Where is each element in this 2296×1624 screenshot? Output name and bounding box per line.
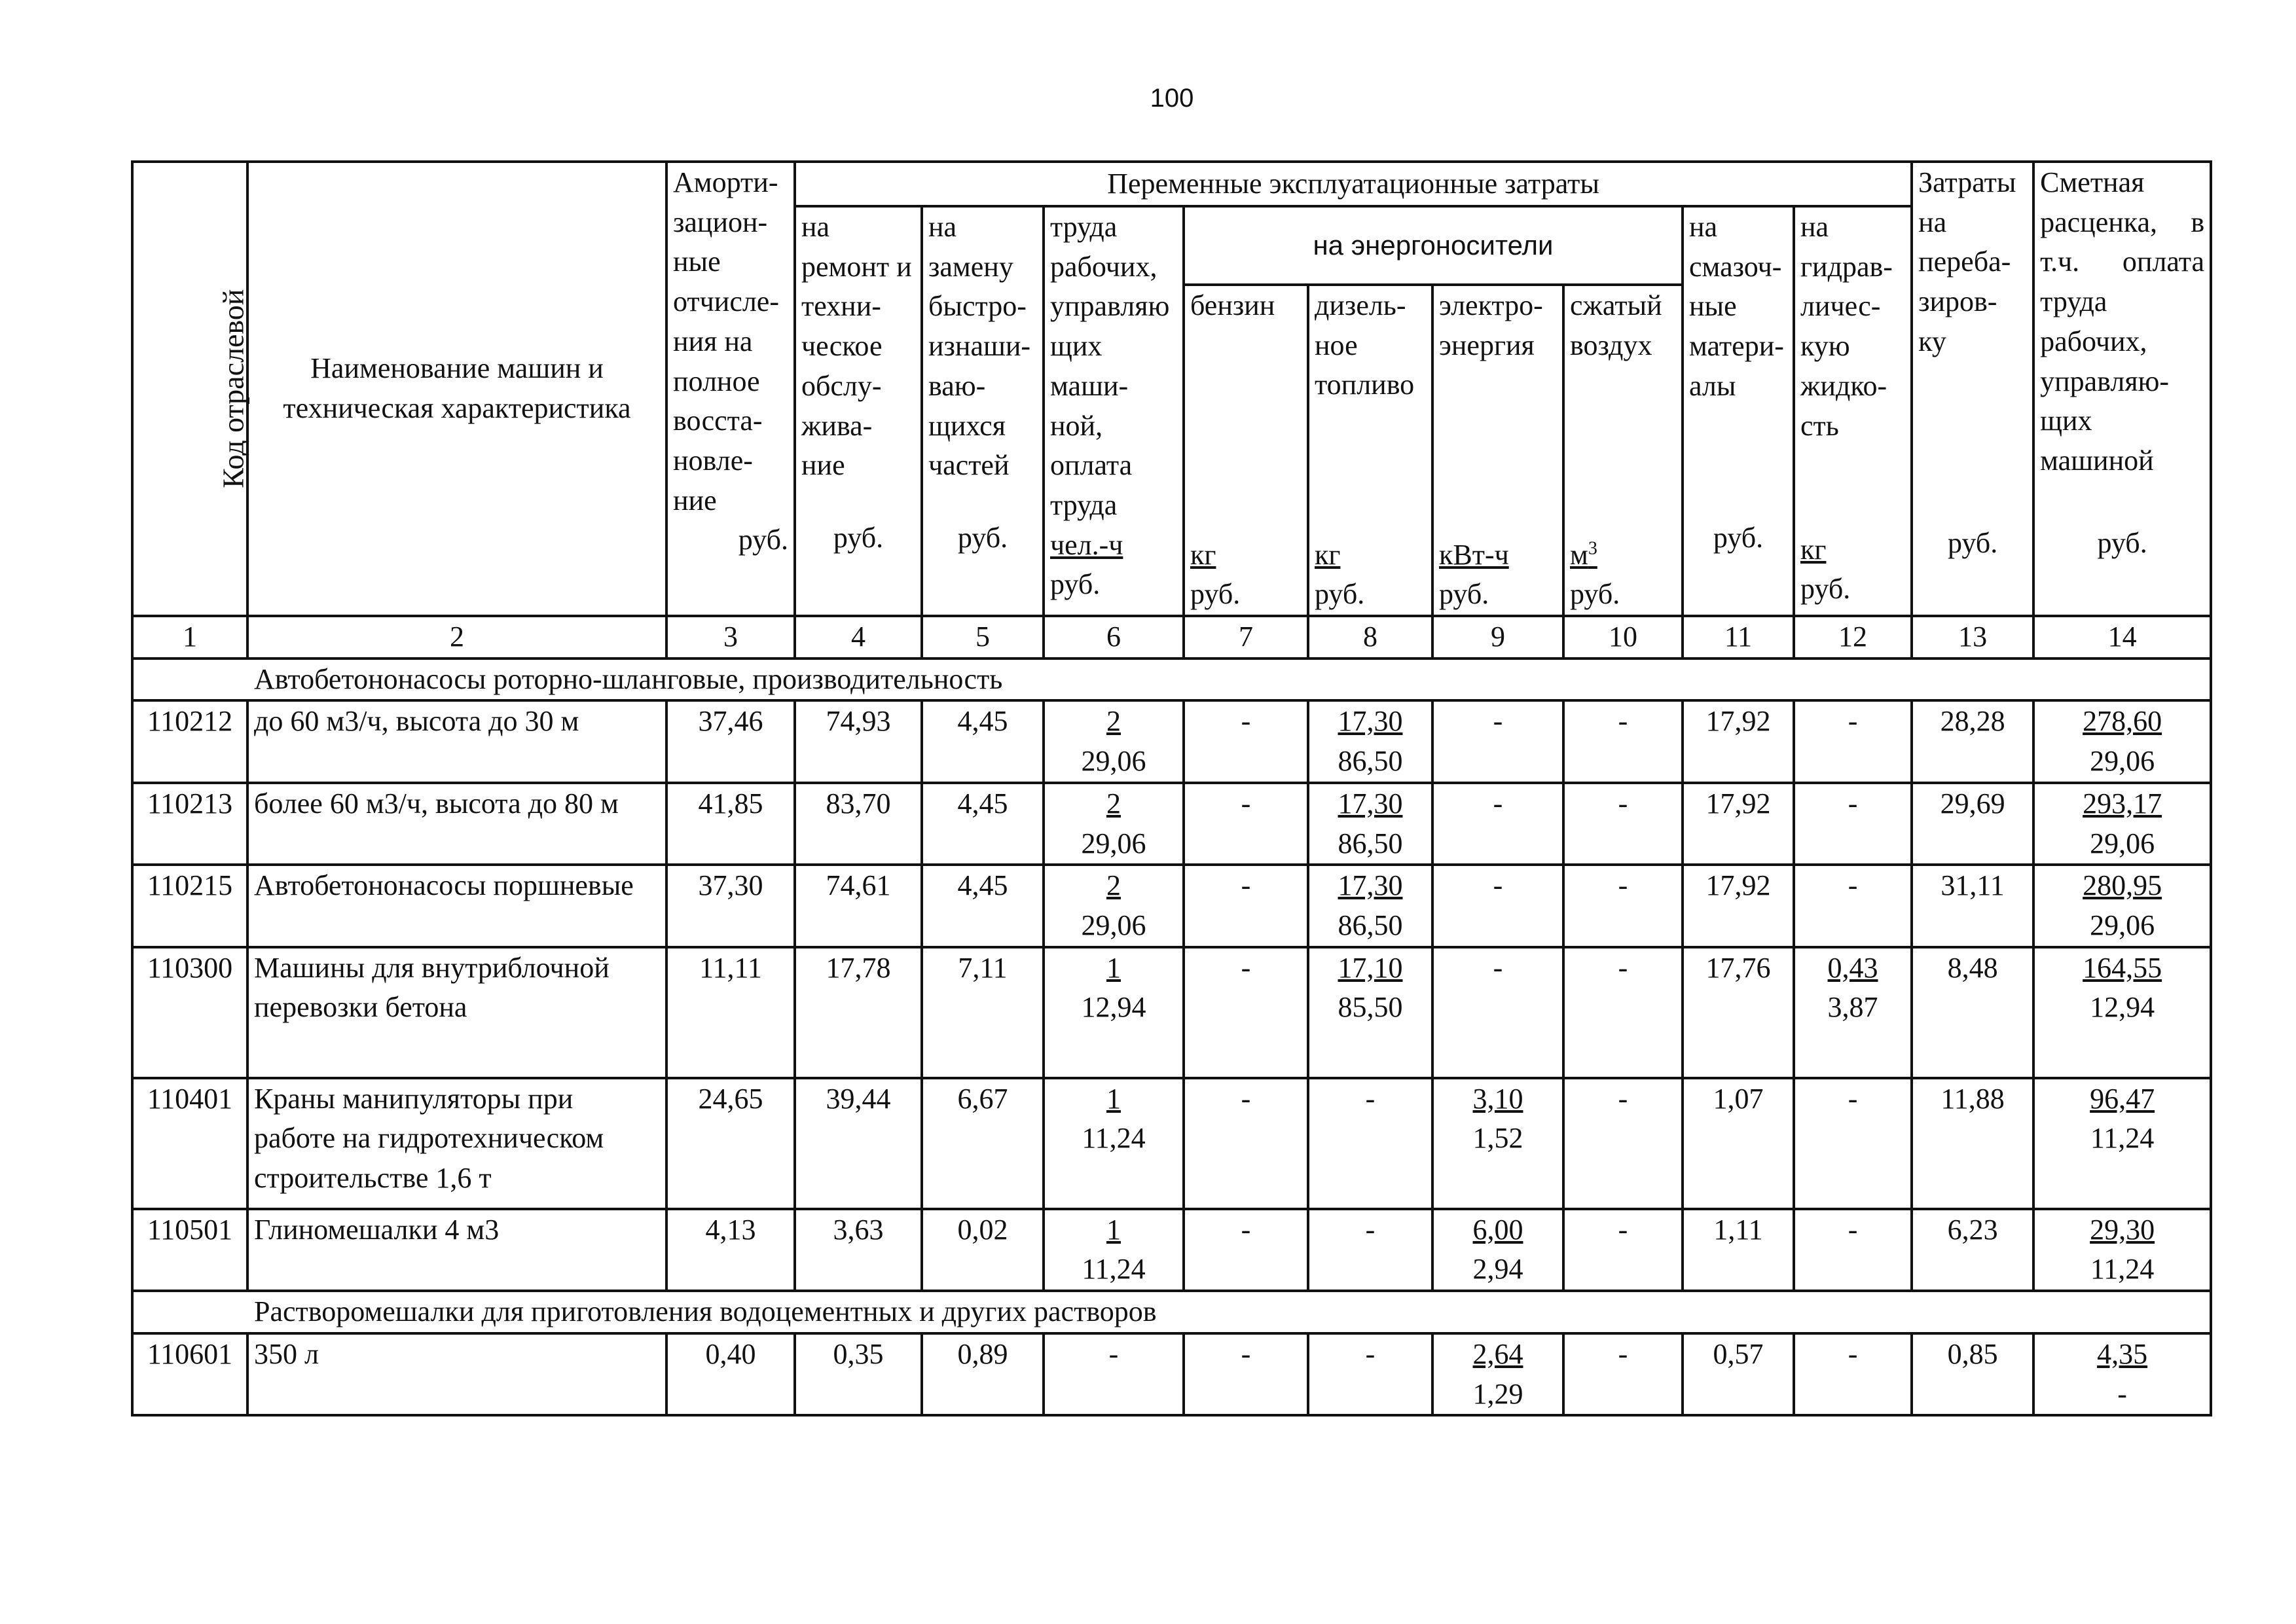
header-petrol: бензин кг руб. xyxy=(1184,285,1308,616)
row-repair: 39,44 xyxy=(795,1078,922,1209)
row-diesel xyxy=(1308,783,1432,865)
row-petrol: - xyxy=(1184,1078,1308,1209)
column-number: 7 xyxy=(1184,616,1308,659)
header-hydraulic-line: жидко- xyxy=(1800,369,1887,402)
header-replace xyxy=(922,206,1044,616)
header-estimate-line: т.ч. оплата xyxy=(2040,245,2205,278)
row-labor-numerator: 1 xyxy=(1106,951,1121,984)
header-diesel-unit-bottom: руб. xyxy=(1315,578,1365,611)
row-petrol: - xyxy=(1184,1333,1308,1415)
header-repair-line: обслу- xyxy=(801,369,882,402)
row-replace: 7,11 xyxy=(922,947,1044,1078)
row-labor-numerator: 1 xyxy=(1106,1082,1121,1115)
row-estimate xyxy=(2033,1333,2211,1415)
row-estimate-denominator: 29,06 xyxy=(2090,909,2155,942)
header-petrol-unit-top: кг xyxy=(1190,538,1216,571)
row-code: 110501 xyxy=(132,1209,247,1291)
row-hydraulic: - xyxy=(1794,783,1912,865)
row-diesel-numerator: 17,10 xyxy=(1338,951,1403,984)
row-electro-numerator: 2,64 xyxy=(1472,1337,1523,1370)
header-diesel-line: дизель- xyxy=(1315,289,1406,321)
header-code: Код отраслевой xyxy=(132,162,247,616)
row-lubricant: 0,57 xyxy=(1683,1333,1794,1415)
header-name xyxy=(247,162,666,616)
row-lubricant: 1,11 xyxy=(1683,1209,1794,1291)
row-code: 110300 xyxy=(132,947,247,1078)
group-row xyxy=(132,1291,2211,1333)
row-amortization: 41,85 xyxy=(666,783,795,865)
header-amort-line: новле- xyxy=(673,444,753,477)
header-relocation xyxy=(1912,162,2033,616)
header-amort-line: зацион- xyxy=(673,206,768,238)
column-number: 11 xyxy=(1683,616,1794,659)
row-repair: 0,35 xyxy=(795,1333,922,1415)
row-estimate-denominator: 29,06 xyxy=(2090,827,2155,859)
row-lubricant: 17,92 xyxy=(1683,700,1794,782)
column-number: 12 xyxy=(1794,616,1912,659)
row-petrol: - xyxy=(1184,947,1308,1078)
row-petrol: - xyxy=(1184,700,1308,782)
header-electro xyxy=(1432,285,1563,616)
header-amortization-unit: руб. xyxy=(738,524,788,556)
row-air: - xyxy=(1563,1333,1683,1415)
header-estimate-line: труда xyxy=(2040,285,2107,318)
row-labor xyxy=(1044,865,1184,947)
table-row xyxy=(132,1333,2211,1415)
column-number: 2 xyxy=(247,616,666,659)
column-number: 1 xyxy=(132,616,247,659)
row-labor xyxy=(1044,1078,1184,1209)
row-estimate-denominator: 12,94 xyxy=(2090,991,2155,1024)
header-repair xyxy=(795,206,922,616)
column-number: 6 xyxy=(1044,616,1184,659)
row-labor xyxy=(1044,783,1184,865)
header-lubricant-line: матери- xyxy=(1689,330,1784,363)
row-repair: 17,78 xyxy=(795,947,922,1078)
column-number: 14 xyxy=(2033,616,2211,659)
row-name: Автобетононасосы поршневые xyxy=(247,865,666,947)
row-air: - xyxy=(1563,865,1683,947)
header-estimate-line: расценка, в xyxy=(2040,206,2205,238)
header-estimate-line: машиной xyxy=(2040,444,2154,477)
header-estimate xyxy=(2033,162,2211,616)
header-repair-line: на xyxy=(801,211,830,243)
row-labor-numerator: 1 xyxy=(1106,1213,1121,1246)
header-repair-line: ние xyxy=(801,449,845,482)
row-diesel xyxy=(1308,865,1432,947)
row-air: - xyxy=(1563,1209,1683,1291)
row-labor-denominator: 11,24 xyxy=(1082,1122,1146,1155)
row-amortization: 24,65 xyxy=(666,1078,795,1209)
row-air: - xyxy=(1563,947,1683,1078)
table-row xyxy=(132,947,2211,1078)
header-replace-line: щихся xyxy=(928,409,1006,442)
row-relocation: 0,85 xyxy=(1912,1333,2033,1415)
row-hydraulic: - xyxy=(1794,700,1912,782)
header-replace-line: быстро- xyxy=(928,290,1027,323)
row-relocation: 31,11 xyxy=(1912,865,2033,947)
row-estimate-denominator: 11,24 xyxy=(2090,1253,2155,1286)
column-number: 3 xyxy=(666,616,795,659)
header-hydraulic-line: кую xyxy=(1800,330,1850,363)
row-electro xyxy=(1432,1209,1563,1291)
header-amort-line: отчисле- xyxy=(673,285,779,318)
row-code: 110213 xyxy=(132,783,247,865)
row-air: - xyxy=(1563,1078,1683,1209)
header-repair-line: ческое xyxy=(801,330,883,363)
header-estimate-line: управляю- xyxy=(2040,365,2170,397)
row-electro-denominator: 1,52 xyxy=(1472,1122,1523,1155)
header-repair-unit: руб. xyxy=(833,522,884,554)
header-repair-line: жива- xyxy=(801,409,873,442)
header-hydraulic-unit-top: кг xyxy=(1800,533,1827,566)
header-lubricant-unit: руб. xyxy=(1713,522,1764,554)
header-air xyxy=(1563,285,1683,616)
row-diesel-numerator: 17,30 xyxy=(1338,787,1403,820)
header-air-unit-bottom: руб. xyxy=(1570,578,1620,611)
column-number: 8 xyxy=(1308,616,1432,659)
header-repair-line: ремонт и xyxy=(801,250,912,283)
row-replace: 4,45 xyxy=(922,783,1044,865)
row-labor-numerator: 2 xyxy=(1106,705,1121,738)
row-labor-numerator: 2 xyxy=(1106,869,1121,902)
row-labor-denominator: 29,06 xyxy=(1081,827,1146,859)
header-electro-unit-bottom: руб. xyxy=(1439,578,1489,611)
header-labor-line: маши- xyxy=(1050,369,1129,402)
row-relocation: 11,88 xyxy=(1912,1078,2033,1209)
header-diesel-unit-top: кг xyxy=(1315,538,1341,571)
row-estimate-denominator: 29,06 xyxy=(2090,745,2155,778)
table-body xyxy=(132,659,2211,1416)
header-name-line: Наименование машин и xyxy=(310,352,604,385)
header-name-line: техническая характеристика xyxy=(283,392,631,424)
header-replace-line: на xyxy=(928,211,957,243)
header-labor-unit-bottom: руб. xyxy=(1050,568,1101,601)
row-diesel-denominator: 86,50 xyxy=(1338,745,1403,778)
row-estimate xyxy=(2033,865,2211,947)
row-relocation: 28,28 xyxy=(1912,700,2033,782)
header-petrol-unit-bottom: руб. xyxy=(1190,578,1241,611)
header-labor-line: ной, xyxy=(1050,409,1103,442)
row-estimate xyxy=(2033,1078,2211,1209)
header-diesel xyxy=(1308,285,1432,616)
header-labor-line: труда xyxy=(1050,489,1118,522)
row-hydraulic-numerator: 0,43 xyxy=(1827,951,1878,984)
row-repair: 3,63 xyxy=(795,1209,922,1291)
row-electro-denominator: 2,94 xyxy=(1472,1253,1523,1286)
row-hydraulic: - xyxy=(1794,1209,1912,1291)
row-estimate-numerator: 164,55 xyxy=(2083,951,2162,984)
row-labor: - xyxy=(1044,1333,1184,1415)
header-amort-line: ние xyxy=(673,484,717,516)
row-code: 110601 xyxy=(132,1333,247,1415)
header-amort-line: Аморти- xyxy=(673,166,778,198)
header-replace-line: изнаши- xyxy=(928,330,1031,363)
row-hydraulic xyxy=(1794,947,1912,1078)
header-electro-line: электро- xyxy=(1439,289,1543,321)
row-estimate xyxy=(2033,1209,2211,1291)
row-labor xyxy=(1044,1209,1184,1291)
column-number: 9 xyxy=(1432,616,1563,659)
header-relocation-line: Затраты xyxy=(1918,166,2016,198)
row-diesel: - xyxy=(1308,1333,1432,1415)
table-row xyxy=(132,1078,2211,1209)
row-lubricant: 17,92 xyxy=(1683,865,1794,947)
header-relocation-line: зиров- xyxy=(1918,285,1997,318)
header-variable-costs: Переменные эксплуатационные затраты xyxy=(795,162,1912,206)
row-electro xyxy=(1432,1333,1563,1415)
row-repair: 74,93 xyxy=(795,700,922,782)
header-lubricant-line: алы xyxy=(1689,369,1736,402)
header-amort-line: ния на xyxy=(673,325,753,357)
row-lubricant: 17,92 xyxy=(1683,783,1794,865)
row-labor-numerator: 2 xyxy=(1106,787,1121,820)
header-relocation-line: на xyxy=(1918,206,1947,238)
row-name: 350 л xyxy=(247,1333,666,1415)
column-number: 4 xyxy=(795,616,922,659)
header-hydraulic-line: сть xyxy=(1800,409,1839,442)
header-hydraulic-line: на xyxy=(1800,211,1829,243)
row-replace: 0,02 xyxy=(922,1209,1044,1291)
row-labor xyxy=(1044,947,1184,1078)
header-air-line: сжатый xyxy=(1570,289,1662,321)
row-amortization: 37,30 xyxy=(666,865,795,947)
row-estimate-denominator: - xyxy=(2117,1377,2127,1410)
header-repair-line: техни- xyxy=(801,290,881,323)
row-hydraulic: - xyxy=(1794,1333,1912,1415)
row-electro-numerator: 3,10 xyxy=(1472,1082,1523,1115)
row-replace: 0,89 xyxy=(922,1333,1044,1415)
row-relocation: 8,48 xyxy=(1912,947,2033,1078)
row-replace: 6,67 xyxy=(922,1078,1044,1209)
row-diesel-numerator: 17,30 xyxy=(1338,705,1403,738)
row-name: Глиномешалки 4 м3 xyxy=(247,1209,666,1291)
row-estimate-denominator: 11,24 xyxy=(2090,1122,2155,1155)
row-hydraulic: - xyxy=(1794,865,1912,947)
header-hydraulic xyxy=(1794,206,1912,616)
row-name: Машины для внутриблочной перевозки бетона xyxy=(247,947,666,1078)
row-labor-denominator: 29,06 xyxy=(1081,745,1146,778)
row-relocation: 29,69 xyxy=(1912,783,2033,865)
header-estimate-line: рабочих, xyxy=(2040,325,2147,357)
header-replace-line: ваю- xyxy=(928,369,986,402)
header-labor-line: оплата xyxy=(1050,449,1133,482)
row-amortization: 37,46 xyxy=(666,700,795,782)
header-air-unit-top: $м^3$ xyxy=(1570,537,1597,571)
row-replace: 4,45 xyxy=(922,865,1044,947)
header-labor-line: щих xyxy=(1050,330,1102,363)
header-hydraulic-unit-bottom: руб. xyxy=(1800,573,1851,605)
row-petrol: - xyxy=(1184,1209,1308,1291)
header-labor xyxy=(1044,206,1184,616)
row-electro xyxy=(1432,1078,1563,1209)
header-replace-line: замену xyxy=(928,250,1013,283)
row-electro: - xyxy=(1432,947,1563,1078)
row-estimate-numerator: 29,30 xyxy=(2090,1213,2155,1246)
table-row xyxy=(132,865,2211,947)
column-numbers-row xyxy=(132,616,2211,659)
row-code: 110215 xyxy=(132,865,247,947)
header-lubricant-line: на xyxy=(1689,211,1718,243)
row-diesel-denominator: 86,50 xyxy=(1338,909,1403,942)
group-title: Растворомешалки для приготовления водоцементных и других растворов xyxy=(132,1291,2211,1333)
row-air: - xyxy=(1563,783,1683,865)
header-replace-line: частей xyxy=(928,449,1010,482)
header-replace-unit: руб. xyxy=(957,522,1008,554)
row-amortization: 11,11 xyxy=(666,947,795,1078)
header-estimate-line: Сметная xyxy=(2040,166,2145,198)
column-number: 13 xyxy=(1912,616,2033,659)
row-electro: - xyxy=(1432,865,1563,947)
group-row xyxy=(132,659,2211,701)
header-lubricant-line: смазоч- xyxy=(1689,250,1782,283)
row-labor xyxy=(1044,700,1184,782)
header-lubricant-line: ные xyxy=(1689,290,1737,323)
row-estimate-numerator: 4,35 xyxy=(2097,1337,2148,1370)
row-diesel-denominator: 85,50 xyxy=(1338,991,1403,1024)
table-row xyxy=(132,700,2211,782)
table-row xyxy=(132,783,2211,865)
row-amortization: 4,13 xyxy=(666,1209,795,1291)
row-repair: 74,61 xyxy=(795,865,922,947)
row-labor-denominator: 12,94 xyxy=(1081,991,1146,1024)
row-estimate-numerator: 96,47 xyxy=(2090,1082,2155,1115)
row-replace: 4,45 xyxy=(922,700,1044,782)
header-electro-unit-top: кВт-ч xyxy=(1439,538,1509,571)
row-diesel xyxy=(1308,947,1432,1078)
header-hydraulic-line: гидрав- xyxy=(1800,250,1893,283)
row-code: 110212 xyxy=(132,700,247,782)
row-diesel-numerator: 17,30 xyxy=(1338,869,1403,902)
row-name: Краны манипуляторы при работе на гидротехническом строительстве 1,6 т xyxy=(247,1078,666,1209)
column-number: 5 xyxy=(922,616,1044,659)
header-diesel-line: ное xyxy=(1315,329,1358,361)
row-amortization: 0,40 xyxy=(666,1333,795,1415)
table-row xyxy=(132,1209,2211,1291)
row-electro-numerator: 6,00 xyxy=(1472,1213,1523,1246)
row-labor-denominator: 11,24 xyxy=(1082,1253,1146,1286)
row-estimate xyxy=(2033,700,2211,782)
header-air-line: воздух xyxy=(1570,329,1652,361)
header-amort-line: восста- xyxy=(673,405,763,437)
row-hydraulic: - xyxy=(1794,1078,1912,1209)
row-diesel xyxy=(1308,700,1432,782)
header-estimate-line: щих xyxy=(2040,405,2092,437)
header-amort-line: ные xyxy=(673,245,721,278)
row-estimate-numerator: 293,17 xyxy=(2083,787,2162,820)
row-electro-denominator: 1,29 xyxy=(1472,1377,1523,1410)
row-hydraulic-denominator: 3,87 xyxy=(1827,991,1878,1024)
row-name: до 60 м3/ч, высота до 30 м xyxy=(247,700,666,782)
row-estimate-numerator: 278,60 xyxy=(2083,705,2162,738)
header-hydraulic-line: личес- xyxy=(1800,290,1881,323)
row-repair: 83,70 xyxy=(795,783,922,865)
row-diesel: - xyxy=(1308,1209,1432,1291)
row-estimate xyxy=(2033,783,2211,865)
header-relocation-line: ку xyxy=(1918,325,1946,357)
row-diesel: - xyxy=(1308,1078,1432,1209)
header-lubricant xyxy=(1683,206,1794,616)
header-electro-line: энергия xyxy=(1439,329,1535,361)
header-labor-line: рабочих, xyxy=(1050,250,1157,283)
row-air: - xyxy=(1563,700,1683,782)
row-lubricant: 17,76 xyxy=(1683,947,1794,1078)
row-labor-denominator: 29,06 xyxy=(1081,909,1146,942)
header-relocation-unit: руб. xyxy=(1947,527,1998,560)
row-relocation: 6,23 xyxy=(1912,1209,2033,1291)
header-labor-line: труда xyxy=(1050,211,1118,243)
header-amort-line: полное xyxy=(673,365,760,397)
header-amortization xyxy=(666,162,795,616)
machine-rates-table xyxy=(131,160,2212,1416)
row-lubricant: 1,07 xyxy=(1683,1078,1794,1209)
header-labor-line: управляю xyxy=(1050,290,1170,323)
header-relocation-line: переба- xyxy=(1918,245,2011,278)
page-number: 100 xyxy=(1150,84,1194,113)
group-title: Автобетононасосы роторно-шланговые, производительность xyxy=(132,659,2211,701)
row-electro: - xyxy=(1432,783,1563,865)
row-electro: - xyxy=(1432,700,1563,782)
header-energy: на энергоносители xyxy=(1184,206,1683,285)
row-estimate xyxy=(2033,947,2211,1078)
row-estimate-numerator: 280,95 xyxy=(2083,869,2162,902)
row-diesel-denominator: 86,50 xyxy=(1338,827,1403,859)
table-header xyxy=(132,162,2211,659)
row-petrol: - xyxy=(1184,865,1308,947)
row-name: более 60 м3/ч, высота до 80 м xyxy=(247,783,666,865)
header-labor-unit-top: чел.-ч xyxy=(1050,528,1123,561)
row-petrol: - xyxy=(1184,783,1308,865)
column-number: 10 xyxy=(1563,616,1683,659)
header-diesel-line: топливо xyxy=(1315,369,1415,401)
row-code: 110401 xyxy=(132,1078,247,1209)
header-estimate-unit: руб. xyxy=(2097,527,2147,560)
